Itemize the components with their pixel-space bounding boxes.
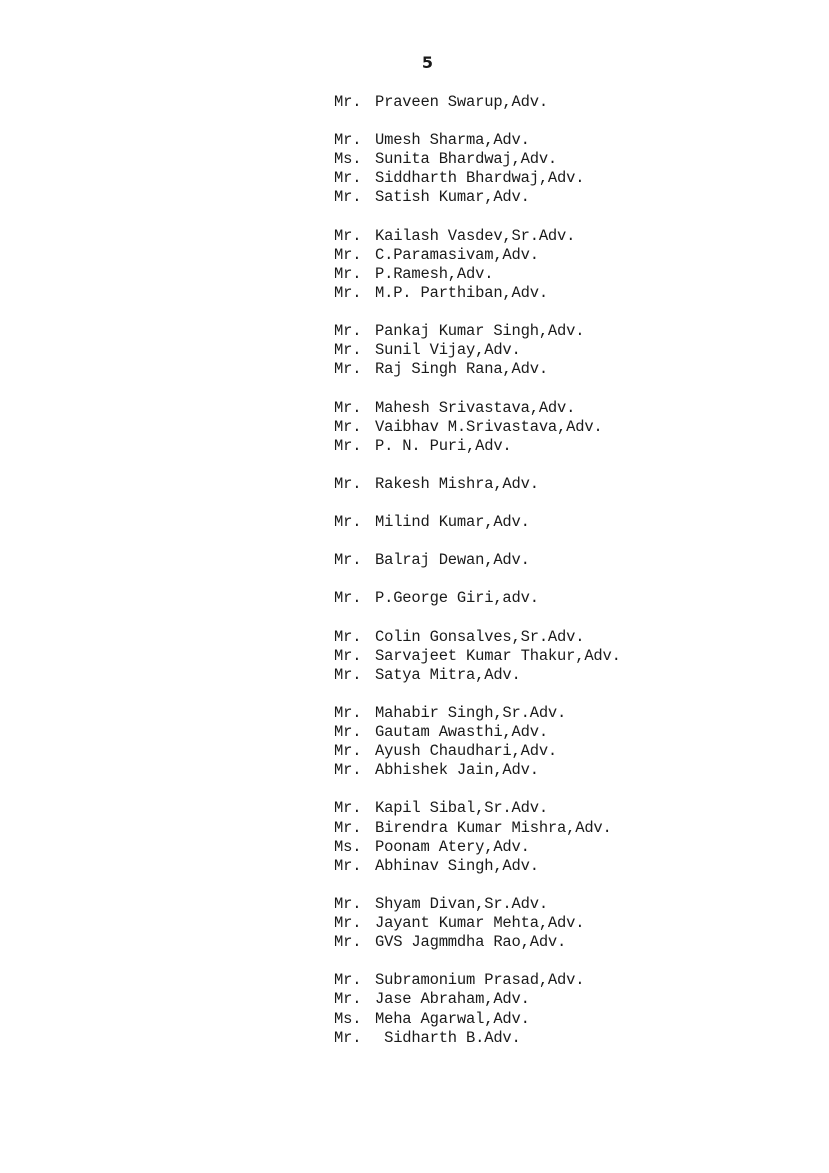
counsel-group xyxy=(334,628,814,685)
counsel-name: P. N. Puri,Adv. xyxy=(375,436,512,455)
counsel-entry xyxy=(334,819,814,838)
counsel-name: Shyam Divan,Sr.Adv. xyxy=(375,894,548,913)
counsel-title: Mr. xyxy=(334,283,362,302)
counsel-group xyxy=(334,227,814,303)
counsel-title: Mr. xyxy=(334,589,362,608)
counsel-name: Kailash Vasdev,Sr.Adv. xyxy=(375,226,576,245)
counsel-name: Ayush Chaudhari,Adv. xyxy=(375,742,558,761)
counsel-entry xyxy=(334,589,814,608)
counsel-name: Milind Kumar,Adv. xyxy=(375,513,530,532)
counsel-name: Mahabir Singh,Sr.Adv. xyxy=(375,704,567,722)
counsel-entry xyxy=(334,838,814,857)
counsel-entry xyxy=(334,704,814,723)
counsel-entry xyxy=(334,723,814,742)
counsel-name: Sarvajeet Kumar Thakur,Adv. xyxy=(375,646,621,665)
counsel-name: Poonam Atery,Adv. xyxy=(375,837,530,856)
counsel-group xyxy=(334,799,814,875)
counsel-group xyxy=(334,589,814,608)
counsel-entry xyxy=(334,914,814,933)
counsel-title: Ms. xyxy=(334,150,362,169)
counsel-title: Mr. xyxy=(334,894,362,913)
counsel-name: Birendra Kumar Mishra,Adv. xyxy=(375,818,612,837)
counsel-name: GVS Jagmmdha Rao,Adv. xyxy=(375,933,567,952)
counsel-name: Satish Kumar,Adv. xyxy=(375,188,530,207)
counsel-title: Mr. xyxy=(334,436,362,455)
counsel-name: Abhinav Singh,Adv. xyxy=(375,856,539,875)
counsel-name: C.Paramasivam,Adv. xyxy=(375,245,539,264)
counsel-entry xyxy=(334,227,814,246)
counsel-title: Mr. xyxy=(334,971,362,990)
counsel-title: Mr. xyxy=(334,627,362,646)
counsel-entry xyxy=(334,628,814,647)
counsel-name: Satya Mitra,Adv. xyxy=(375,665,521,684)
counsel-entry xyxy=(334,265,814,284)
counsel-title: Mr. xyxy=(334,799,362,818)
counsel-entry xyxy=(334,360,814,379)
page-number: 5 xyxy=(421,53,434,72)
counsel-name: Pankaj Kumar Singh,Adv. xyxy=(375,322,585,341)
counsel-entry xyxy=(334,971,814,990)
counsel-title: Mr. xyxy=(334,856,362,875)
counsel-group xyxy=(334,93,814,112)
counsel-name: Siddharth Bhardwaj,Adv. xyxy=(375,169,585,188)
counsel-title: Mr. xyxy=(334,723,362,742)
counsel-name: Gautam Awasthi,Adv. xyxy=(375,723,548,742)
counsel-name: Rakesh Mishra,Adv. xyxy=(375,474,539,493)
counsel-title: Mr. xyxy=(334,990,362,1009)
counsel-title: Mr. xyxy=(334,665,362,684)
counsel-title: Mr. xyxy=(334,761,362,780)
counsel-entry xyxy=(334,188,814,207)
counsel-entry xyxy=(334,513,814,532)
counsel-title: Mr. xyxy=(334,264,362,283)
counsel-name: Meha Agarwal,Adv. xyxy=(375,1009,530,1028)
counsel-name: Jase Abraham,Adv. xyxy=(375,990,530,1009)
counsel-entry xyxy=(334,150,814,169)
counsel-name: Raj Singh Rana,Adv. xyxy=(375,360,548,379)
counsel-group xyxy=(334,971,814,1047)
counsel-entry xyxy=(334,895,814,914)
counsel-title: Mr. xyxy=(334,360,362,379)
counsel-entry xyxy=(334,131,814,150)
counsel-title: Mr. xyxy=(334,818,362,837)
counsel-group xyxy=(334,399,814,456)
counsel-entry xyxy=(334,322,814,341)
counsel-name: P.George Giri,adv. xyxy=(375,589,539,608)
counsel-entry xyxy=(334,933,814,952)
counsel-entry xyxy=(334,437,814,456)
counsel-name: Sunil Vijay,Adv. xyxy=(375,341,521,360)
counsel-name: Umesh Sharma,Adv. xyxy=(375,131,530,150)
counsel-name: Jayant Kumar Mehta,Adv. xyxy=(375,914,585,933)
counsel-title: Mr. xyxy=(334,742,362,761)
counsel-entry xyxy=(334,284,814,303)
counsel-title: Mr. xyxy=(334,513,362,532)
counsel-title: Mr. xyxy=(334,1028,362,1047)
counsel-name: Sidharth B.Adv. xyxy=(375,1028,521,1047)
counsel-title: Mr. xyxy=(334,417,362,436)
counsel-name: Subramonium Prasad,Adv. xyxy=(375,971,585,990)
counsel-entry xyxy=(334,647,814,666)
counsel-entry xyxy=(334,418,814,437)
counsel-name: Balraj Dewan,Adv. xyxy=(375,551,530,570)
counsel-group xyxy=(334,475,814,494)
counsel-name: Praveen Swarup,Adv. xyxy=(375,93,548,111)
counsel-title: Mr. xyxy=(334,551,362,570)
counsel-name: P.Ramesh,Adv. xyxy=(375,264,494,283)
counsel-group xyxy=(334,513,814,532)
counsel-entry xyxy=(334,742,814,761)
counsel-entry xyxy=(334,169,814,188)
counsel-list xyxy=(334,93,814,1067)
counsel-name: M.P. Parthiban,Adv. xyxy=(375,283,548,302)
counsel-name: Mahesh Srivastava,Adv. xyxy=(375,398,576,417)
counsel-group xyxy=(334,131,814,207)
counsel-name: Abhishek Jain,Adv. xyxy=(375,761,539,780)
counsel-title: Mr. xyxy=(334,226,362,245)
counsel-group xyxy=(334,895,814,952)
counsel-entry xyxy=(334,551,814,570)
counsel-entry xyxy=(334,475,814,494)
counsel-entry xyxy=(334,341,814,360)
counsel-name: Vaibhav M.Srivastava,Adv. xyxy=(375,417,603,436)
counsel-title: Mr. xyxy=(334,704,362,722)
counsel-title: Mr. xyxy=(334,341,362,360)
counsel-entry xyxy=(334,666,814,685)
counsel-title: Mr. xyxy=(334,93,362,111)
counsel-group xyxy=(334,704,814,780)
counsel-title: Mr. xyxy=(334,322,362,341)
counsel-entry xyxy=(334,1029,814,1048)
counsel-entry xyxy=(334,93,814,112)
counsel-group xyxy=(334,322,814,379)
counsel-name: Sunita Bhardwaj,Adv. xyxy=(375,150,558,169)
counsel-entry xyxy=(334,399,814,418)
counsel-title: Mr. xyxy=(334,188,362,207)
counsel-title: Ms. xyxy=(334,837,362,856)
counsel-title: Mr. xyxy=(334,914,362,933)
counsel-title: Mr. xyxy=(334,474,362,493)
counsel-title: Mr. xyxy=(334,169,362,188)
counsel-title: Mr. xyxy=(334,646,362,665)
counsel-title: Ms. xyxy=(334,1009,362,1028)
counsel-group xyxy=(334,551,814,570)
counsel-entry xyxy=(334,857,814,876)
counsel-title: Mr. xyxy=(334,245,362,264)
counsel-entry xyxy=(334,799,814,818)
counsel-entry xyxy=(334,1010,814,1029)
counsel-title: Mr. xyxy=(334,933,362,952)
counsel-title: Mr. xyxy=(334,398,362,417)
counsel-entry xyxy=(334,246,814,265)
counsel-title: Mr. xyxy=(334,131,362,150)
counsel-name: Kapil Sibal,Sr.Adv. xyxy=(375,799,548,818)
counsel-entry xyxy=(334,990,814,1009)
counsel-entry xyxy=(334,761,814,780)
counsel-name: Colin Gonsalves,Sr.Adv. xyxy=(375,627,585,646)
